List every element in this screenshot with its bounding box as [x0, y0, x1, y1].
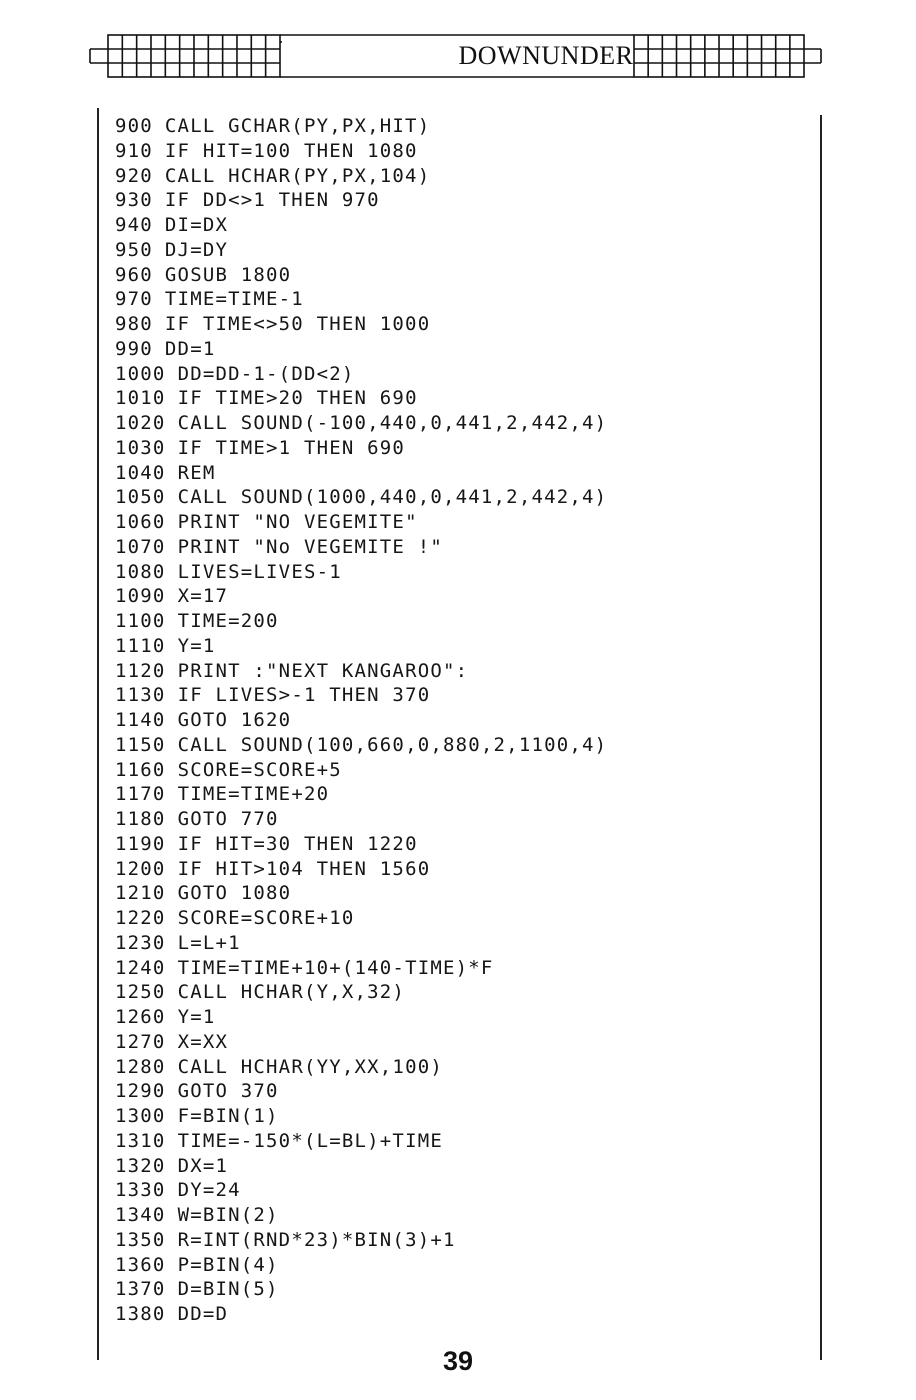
code-line: [115, 1203, 815, 1228]
code-line: [115, 1079, 815, 1104]
line-code: DD=1: [164, 337, 216, 360]
code-line: [115, 188, 815, 213]
line-code: TIME=200: [177, 610, 279, 632]
line-code: DD=D: [177, 1303, 229, 1325]
line-code: CALL GCHAR(PY,PX,HIT): [164, 115, 431, 137]
code-line: [115, 164, 815, 189]
line-number: 1360: [115, 1253, 166, 1276]
code-line: [115, 1253, 815, 1278]
line-code: IF HIT>104 THEN 1560: [177, 857, 431, 880]
line-code: CALL HCHAR(PY,PX,104): [164, 164, 431, 187]
line-code: PRINT "NO VEGEMITE": [177, 511, 418, 533]
code-line: [115, 807, 815, 832]
code-line: [115, 758, 815, 783]
code-line: [115, 683, 815, 708]
code-line: [115, 510, 815, 535]
line-code: DY=24: [177, 1179, 241, 1202]
line-number: 1090: [115, 585, 166, 608]
line-number: 990: [115, 337, 153, 360]
line-code: GOTO 1080: [177, 882, 292, 905]
line-code: CALL SOUND(-100,440,0,441,2,442,4): [177, 412, 608, 434]
line-number: 930: [115, 189, 153, 212]
code-line: [115, 1055, 815, 1080]
line-code: P=BIN(4): [177, 1253, 279, 1276]
line-code: X=XX: [177, 1030, 229, 1053]
line-number: 1060: [115, 511, 166, 533]
code-line: [115, 560, 815, 585]
line-number: 1270: [115, 1030, 166, 1053]
line-code: Y=1: [177, 634, 216, 657]
code-line: [115, 362, 815, 387]
line-number: 1050: [115, 486, 166, 509]
line-number: 1010: [115, 387, 166, 410]
code-line: [115, 263, 815, 288]
code-line: [115, 980, 815, 1005]
line-number: 1170: [115, 783, 166, 806]
listing-frame-left: [97, 108, 99, 1360]
code-line: [115, 1154, 815, 1179]
code-line: [115, 708, 815, 733]
line-code: W=BIN(2): [177, 1204, 279, 1226]
line-code: GOTO 770: [177, 808, 279, 830]
page-number: 39: [442, 1346, 474, 1376]
code-line: [115, 931, 815, 956]
line-code: IF TIME>1 THEN 690: [177, 436, 406, 459]
line-number: 1200: [115, 857, 166, 880]
code-line: [115, 906, 815, 931]
code-line: [115, 461, 815, 486]
code-line: [115, 1178, 815, 1203]
code-line: [115, 213, 815, 238]
code-line: [115, 1104, 815, 1129]
line-code: GOTO 1620: [177, 709, 292, 731]
code-line: [115, 114, 815, 139]
line-code: GOTO 370: [177, 1080, 279, 1103]
page-header: [88, 32, 823, 80]
line-code: CALL HCHAR(YY,XX,100): [177, 1055, 443, 1078]
line-number: 1260: [115, 1006, 166, 1028]
line-code: DD=DD-1-(DD<2): [177, 362, 355, 385]
line-number: 1130: [115, 684, 166, 707]
line-number: 980: [115, 313, 153, 335]
code-line: [115, 733, 815, 758]
line-code: TIME=TIME+20: [177, 783, 330, 806]
code-line: [115, 881, 815, 906]
line-number: 1320: [115, 1154, 166, 1177]
line-number: 920: [115, 164, 153, 187]
line-number: 1210: [115, 882, 166, 905]
code-line: [115, 584, 815, 609]
line-code: F=BIN(1): [177, 1105, 279, 1127]
line-number: 1240: [115, 956, 166, 979]
line-number: 1280: [115, 1055, 166, 1078]
code-line: [115, 1005, 815, 1030]
line-code: DJ=DY: [164, 238, 229, 261]
line-code: LIVES=LIVES-1: [177, 560, 342, 583]
line-number: 1070: [115, 535, 166, 558]
line-code: SCORE=SCORE+5: [177, 758, 342, 781]
line-number: 910: [115, 139, 153, 162]
line-number: 900: [115, 115, 153, 137]
code-line: [115, 782, 815, 807]
code-line: [115, 337, 815, 362]
line-number: 1310: [115, 1129, 166, 1152]
code-line: [115, 312, 815, 337]
line-number: 1100: [115, 610, 166, 632]
line-number: 1290: [115, 1080, 166, 1103]
line-code: Y=1: [177, 1006, 216, 1028]
code-line: [115, 634, 815, 659]
code-line: [115, 1302, 815, 1327]
line-number: 940: [115, 214, 153, 236]
code-line: [115, 857, 815, 882]
line-code: TIME=-150*(L=BL)+TIME: [177, 1129, 443, 1152]
line-code: IF TIME>20 THEN 690: [177, 387, 418, 410]
code-line: [115, 1277, 815, 1302]
line-code: IF HIT=100 THEN 1080: [164, 139, 418, 162]
code-line: [115, 1030, 815, 1055]
line-code: IF LIVES>-1 THEN 370: [177, 684, 431, 707]
line-number: 1350: [115, 1228, 166, 1251]
line-number: 950: [115, 238, 153, 261]
line-number: 1030: [115, 436, 166, 459]
line-code: IF DD<>1 THEN 970: [164, 189, 380, 212]
line-code: PRINT :"NEXT KANGAROO":: [177, 659, 469, 682]
line-number: 1040: [115, 461, 166, 484]
code-line: [115, 535, 815, 560]
line-number: 1000: [115, 362, 166, 385]
line-number: 1020: [115, 412, 166, 434]
line-number: 1080: [115, 560, 166, 583]
line-code: CALL SOUND(100,660,0,880,2,1100,4): [177, 733, 608, 756]
line-number: 1190: [115, 832, 166, 855]
line-number: 1380: [115, 1303, 166, 1325]
basic-code-listing: [115, 114, 815, 1327]
header-title: DOWNUNDER: [458, 41, 634, 70]
line-code: TIME=TIME+10+(140-TIME)*F: [177, 956, 494, 979]
line-number: 1160: [115, 758, 166, 781]
line-code: D=BIN(5): [177, 1278, 279, 1301]
code-line: [115, 287, 815, 312]
line-code: DX=1: [177, 1154, 229, 1177]
code-line: [115, 436, 815, 461]
code-line: [115, 1129, 815, 1154]
line-code: PRINT "No VEGEMITE !": [177, 535, 443, 558]
line-number: 1340: [115, 1204, 166, 1226]
line-number: 960: [115, 263, 153, 286]
line-number: 1110: [115, 634, 166, 657]
line-code: L=L+1: [177, 931, 241, 954]
code-line: [115, 485, 815, 510]
line-number: 1140: [115, 709, 166, 731]
line-code: IF TIME<>50 THEN 1000: [164, 313, 431, 335]
line-code: REM: [177, 461, 216, 484]
line-number: 1220: [115, 907, 166, 929]
code-line: [115, 956, 815, 981]
line-number: 1300: [115, 1105, 166, 1127]
code-line: [115, 238, 815, 263]
line-code: IF HIT=30 THEN 1220: [177, 832, 418, 855]
line-number: 1230: [115, 931, 166, 954]
line-code: R=INT(RND*23)*BIN(3)+1: [177, 1228, 456, 1251]
line-code: CALL SOUND(1000,440,0,441,2,442,4): [177, 486, 608, 509]
line-number: 1250: [115, 981, 166, 1004]
code-line: [115, 659, 815, 684]
line-code: TIME=TIME-1: [164, 288, 304, 311]
line-code: X=17: [177, 585, 229, 608]
listing-frame-right: [820, 115, 822, 1360]
code-line: [115, 139, 815, 164]
line-number: 970: [115, 288, 153, 311]
line-number: 1150: [115, 733, 166, 756]
line-code: SCORE=SCORE+10: [177, 907, 355, 929]
line-number: 1120: [115, 659, 166, 682]
code-line: [115, 832, 815, 857]
code-line: [115, 386, 815, 411]
line-code: GOSUB 1800: [164, 263, 292, 286]
code-line: [115, 411, 815, 436]
line-number: 1370: [115, 1278, 166, 1301]
line-code: DI=DX: [164, 214, 229, 236]
code-line: [115, 609, 815, 634]
code-line: [115, 1228, 815, 1253]
line-code: CALL HCHAR(Y,X,32): [177, 981, 406, 1004]
line-number: 1330: [115, 1179, 166, 1202]
line-number: 1180: [115, 808, 166, 830]
